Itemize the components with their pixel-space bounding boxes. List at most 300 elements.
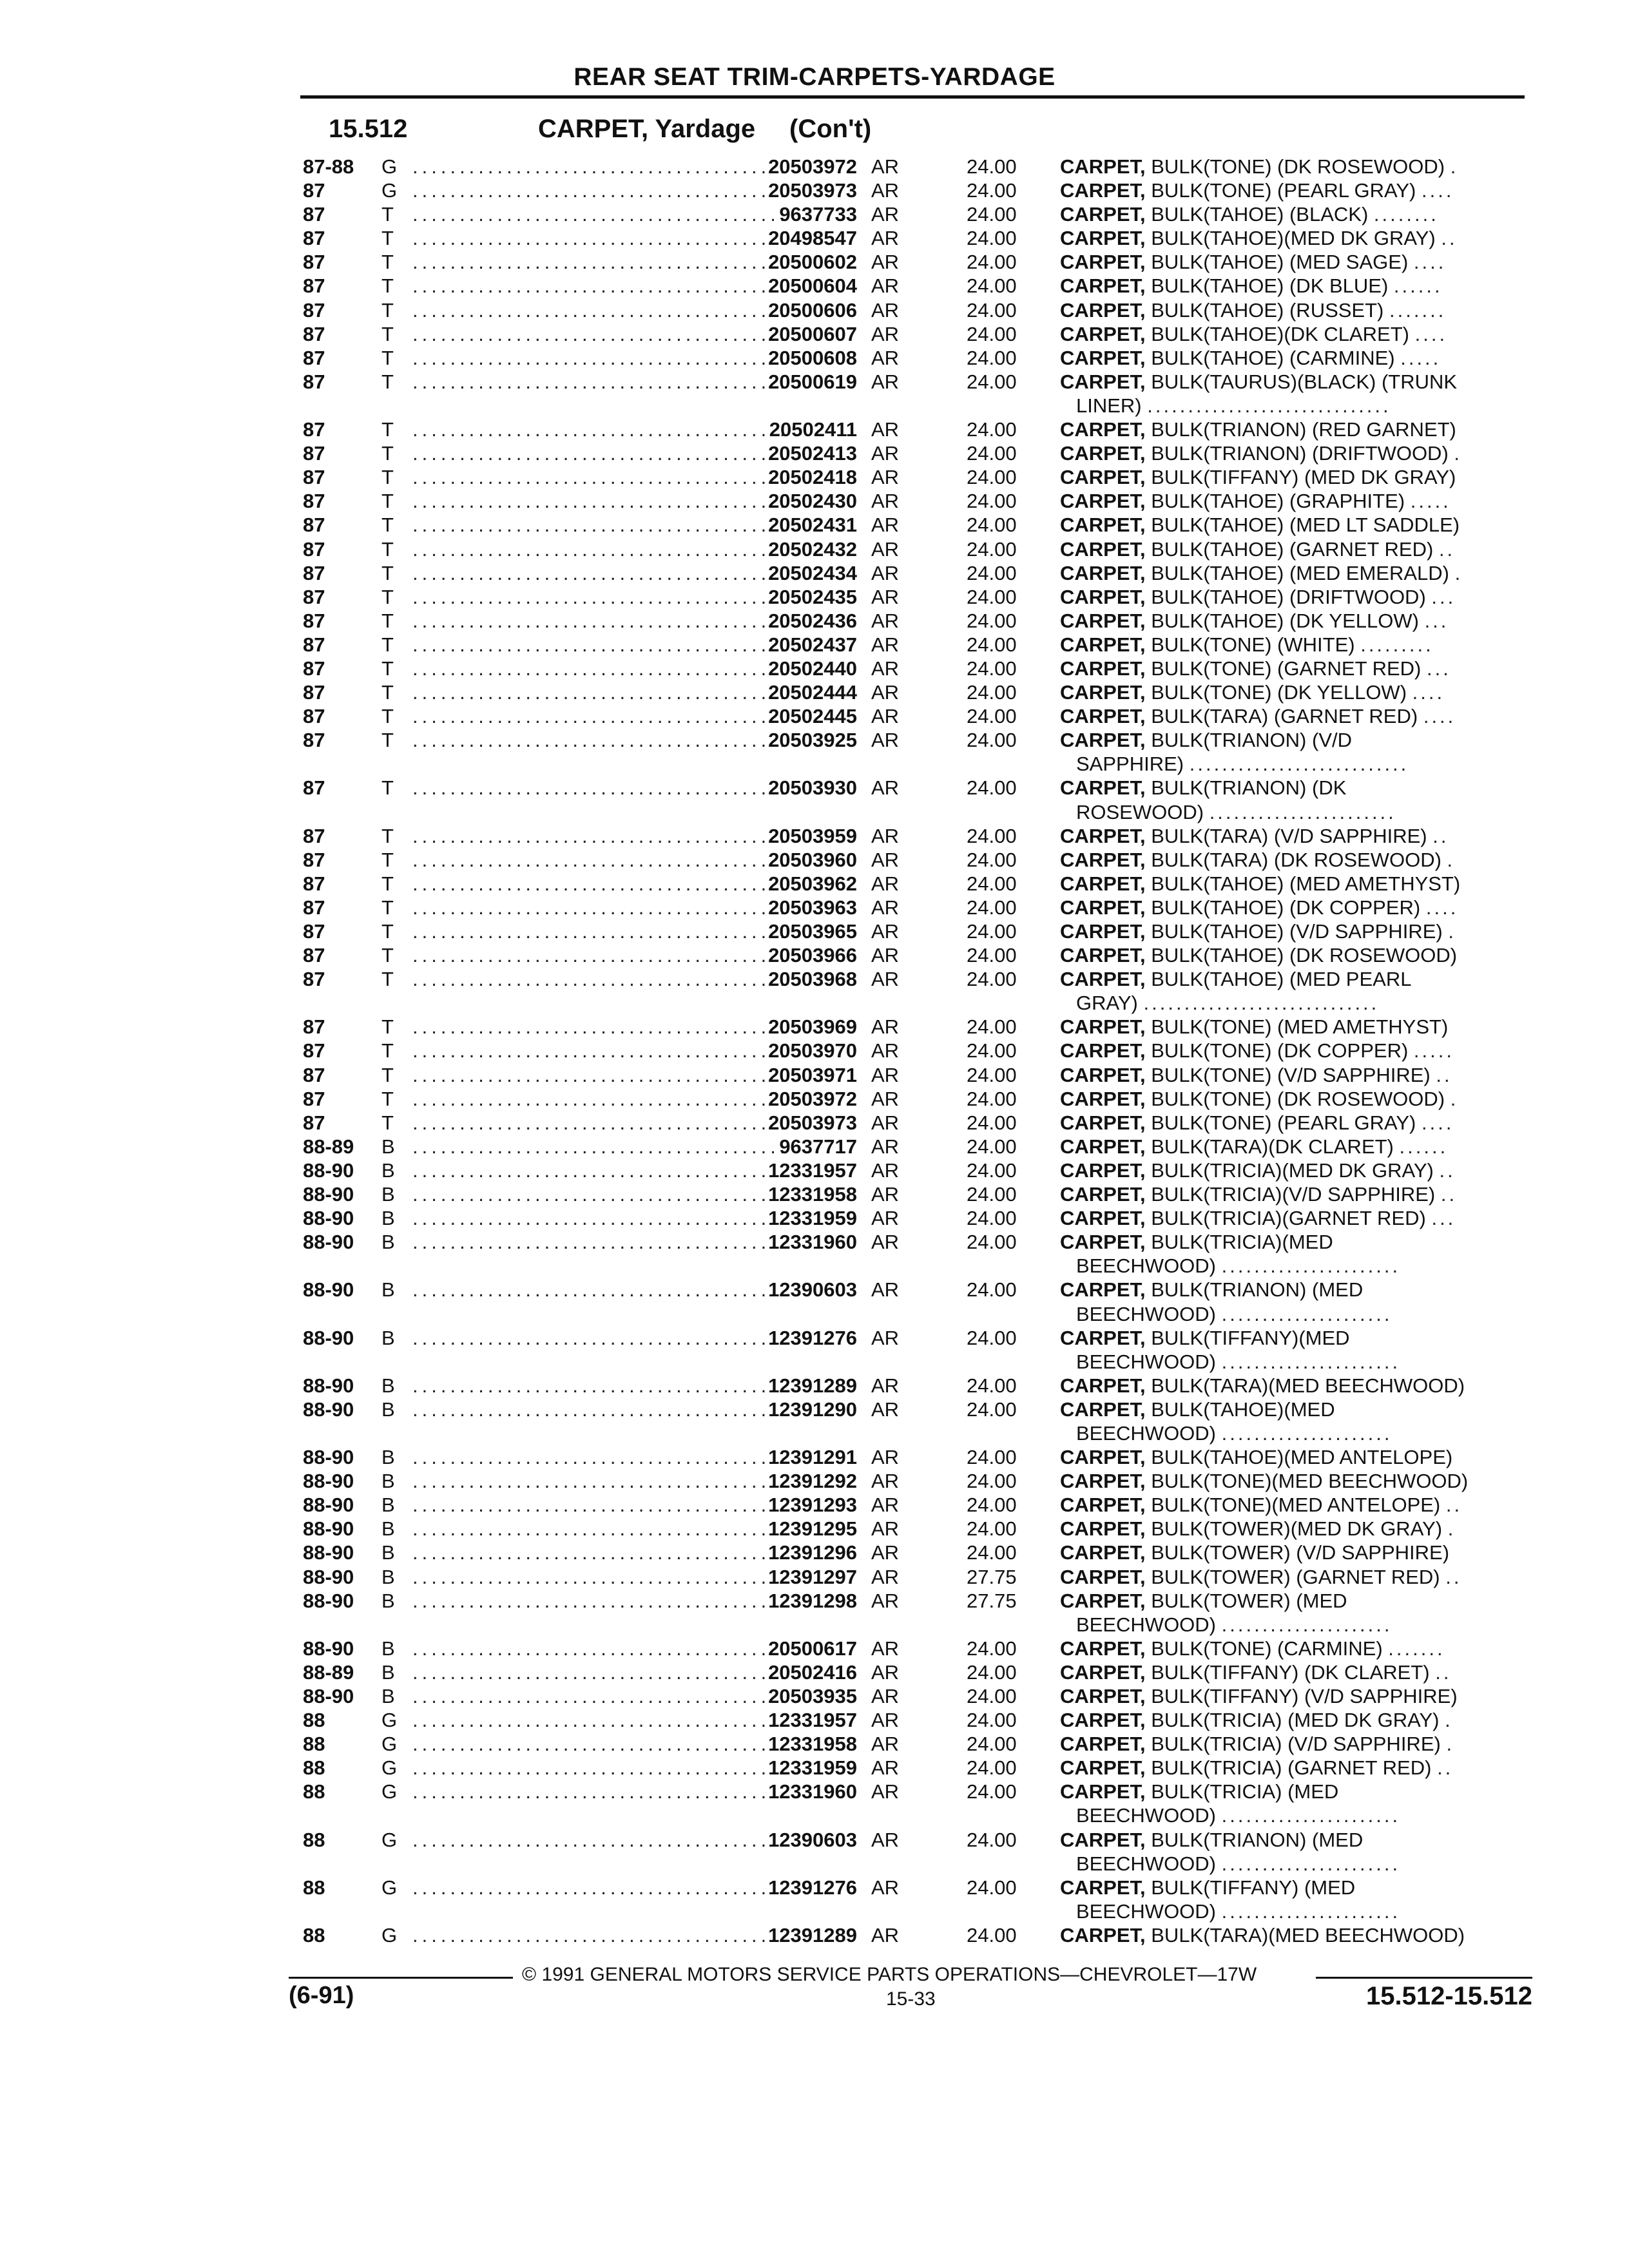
body-code: T [381,1063,394,1086]
body-code: B [381,1541,395,1564]
part-number: 12391293 [768,1494,857,1517]
leader-dots: ........................................ [412,1589,789,1612]
model-year: 87 [303,251,325,274]
unit: AR [871,920,900,943]
description-leader-dots: ............................. [1143,992,1380,1015]
unit: AR [871,274,900,298]
parts-row [0,1135,1629,1158]
leader-dots: ........................................ [412,1637,789,1660]
part-number: 20503969 [768,1015,857,1039]
body-code: G [381,179,398,202]
body-code: T [381,1111,394,1134]
unit: AR [871,1135,900,1158]
parts-row [0,1063,1629,1087]
footer-date: (6-91) [289,1982,354,2009]
model-year: 88 [303,1709,325,1732]
leader-dots: ........................................ [412,203,789,226]
description [1060,680,1445,704]
description-text: CARPET, BULK(TONE) (PEARL GRAY) [1060,1111,1416,1134]
page-title: REAR SEAT TRIM-CARPETS-YARDAGE [574,63,1055,91]
part-number: 20503930 [768,776,857,800]
quantity: 24.00 [967,1015,1017,1039]
description-text: CARPET, BULK(TAHOE) (DK YELLOW) [1060,609,1419,632]
body-code: T [381,824,394,847]
leader-dots: ........................................ [412,776,789,800]
parts-row [0,919,1629,943]
description-text: CARPET, BULK(TRICIA)(V/D SAPPHIRE) [1060,1183,1436,1206]
model-year: 88-89 [303,1660,354,1684]
parts-row-continuation [0,752,1629,776]
unit: AR [871,1756,900,1780]
description-leader-dots: .. [1441,227,1458,250]
description-leader-dots: .... [1422,179,1454,202]
model-year: 88-90 [303,1158,354,1182]
parts-row [0,1230,1629,1254]
unit: AR [871,1063,900,1086]
model-year: 87 [303,203,325,226]
description-continuation [1076,1899,1400,1923]
description-text: CARPET, BULK(TAHOE) (MED PEARL [1060,968,1412,991]
description [1060,1732,1454,1756]
quantity: 24.00 [967,1326,1017,1349]
description [1060,202,1439,226]
description [1060,1015,1448,1039]
model-year: 88-90 [303,1517,354,1541]
part-number: 20502437 [768,633,857,656]
quantity: 24.00 [967,944,1017,967]
description-text: CARPET, BULK(TAHOE) (DRIFTWOOD) [1060,585,1426,608]
parts-row [0,585,1629,609]
description-text: CARPET, BULK(TAHOE) (RUSSET) [1060,298,1384,322]
parts-row [0,824,1629,848]
description-continuation-text: BEECHWOOD) [1076,1804,1216,1827]
parts-row [0,1206,1629,1230]
model-year: 87 [303,729,325,752]
description-text: CARPET, BULK(TARA) (DK ROSEWOOD) [1060,848,1441,871]
unit: AR [871,1685,900,1707]
leader-dots: ........................................ [412,1278,789,1302]
unit: AR [871,514,900,537]
leader-dots: ........................................ [412,1063,789,1086]
parts-row [0,489,1629,513]
description-text: CARPET, BULK(TAHOE) (MED LT SADDLE) [1060,514,1460,537]
model-year: 88-90 [303,1685,354,1707]
description-leader-dots: ...................... [1221,1350,1401,1373]
description-leader-dots: .... [1423,705,1456,728]
unit: AR [871,1637,900,1660]
body-code: B [381,1183,395,1206]
model-year: 88 [303,1733,325,1756]
leader-dots: ........................................ [412,633,789,656]
description-text: CARPET, BULK(TONE)(MED ANTELOPE) [1060,1494,1441,1517]
quantity: 24.00 [967,824,1017,847]
part-number: 20503973 [768,1111,857,1134]
parts-row-continuation [0,1613,1629,1637]
parts-row [0,1756,1629,1780]
leader-dots: ........................................ [412,1660,789,1684]
unit: AR [871,776,900,800]
parts-row [0,202,1629,226]
model-year: 88-90 [303,1565,354,1588]
description-continuation-text: BEECHWOOD) [1076,1899,1216,1923]
description-text: CARPET, BULK(TRICIA) (MED DK GRAY) [1060,1709,1440,1732]
model-year: 88-90 [303,1494,354,1517]
quantity: 24.00 [967,1398,1017,1421]
part-number: 12391298 [768,1589,857,1612]
description-text: CARPET, BULK(TONE) (DK ROSEWOOD) [1060,1087,1445,1110]
body-code: B [381,1565,395,1588]
part-number: 20503925 [768,729,857,752]
description-text: CARPET, BULK(TIFFANY) (MED DK GRAY) [1060,466,1456,489]
body-code: T [381,537,394,561]
description [1060,1493,1462,1517]
description-leader-dots: ....... [1389,298,1447,322]
quantity: 24.00 [967,776,1017,800]
description-text: CARPET, BULK(TRICIA)(GARNET RED) [1060,1207,1426,1230]
unit: AR [871,1733,900,1756]
leader-dots: ........................................ [412,1398,789,1421]
quantity: 24.00 [967,633,1017,656]
quantity: 24.00 [967,729,1017,752]
quantity: 24.00 [967,1135,1017,1158]
leader-dots: ........................................ [412,657,789,680]
description-text: CARPET, BULK(TARA) (GARNET RED) [1060,705,1418,728]
unit: AR [871,633,900,656]
description [1060,872,1460,896]
description-leader-dots: ..... [1400,346,1441,369]
parts-row [0,370,1629,394]
description-leader-dots: . [1450,1087,1459,1110]
quantity: 24.00 [967,609,1017,632]
parts-row [0,848,1629,872]
leader-dots: ........................................ [412,1733,789,1756]
description-leader-dots: .............................. [1147,394,1391,417]
body-code: T [381,346,394,369]
quantity: 24.00 [967,370,1017,393]
quantity: 24.00 [967,1517,1017,1541]
quantity: 24.00 [967,346,1017,369]
parts-row-continuation [0,800,1629,824]
description [1060,967,1411,991]
description-continuation-text: SAPPHIRE) [1076,753,1184,776]
body-code: T [381,657,394,680]
model-year: 88 [303,1756,325,1780]
description-text: CARPET, BULK(TAHOE) (DK ROSEWOOD) [1060,944,1458,967]
quantity: 24.00 [967,251,1017,274]
body-code: T [381,1087,394,1110]
leader-dots: ........................................ [412,1541,789,1564]
body-code: B [381,1446,395,1469]
unit: AR [871,1231,900,1254]
body-code: T [381,896,394,919]
description-text: CARPET, BULK(TIFFANY) (MED [1060,1876,1356,1899]
quantity: 24.00 [967,968,1017,991]
part-number: 12390603 [768,1278,857,1302]
model-year: 87 [303,346,325,369]
quantity: 24.00 [967,1063,1017,1086]
description-leader-dots: .. [1438,537,1456,561]
model-year: 87 [303,537,325,561]
description-text: CARPET, BULK(TIFFANY) (DK CLARET) [1060,1660,1430,1684]
unit: AR [871,203,900,226]
description-text: CARPET, BULK(TONE) (DK YELLOW) [1060,681,1407,704]
quantity: 24.00 [967,1685,1017,1707]
part-number: 12331958 [768,1183,857,1206]
description-leader-dots: ... [1431,1207,1456,1230]
body-code: T [381,514,394,537]
unit: AR [871,1828,900,1851]
model-year: 88 [303,1923,325,1946]
quantity: 24.00 [967,537,1017,561]
unit: AR [871,1111,900,1134]
body-code: G [381,1733,398,1756]
unit: AR [871,824,900,847]
description-continuation-text: ROSEWOOD) [1076,800,1204,823]
parts-row [0,346,1629,370]
quantity: 24.00 [967,514,1017,537]
description-continuation-text: BEECHWOOD) [1076,1302,1216,1325]
leader-dots: ........................................ [412,1326,789,1349]
description [1060,178,1454,202]
description-continuation [1076,394,1391,418]
unit: AR [871,1876,900,1899]
parts-row [0,322,1629,346]
description-continuation [1076,1350,1400,1374]
model-year: 87 [303,561,325,584]
parts-row [0,1565,1629,1589]
leader-dots: ........................................ [412,179,789,202]
unit: AR [871,370,900,393]
part-number: 12391276 [768,1326,857,1349]
description-text: CARPET, BULK(TONE) (V/D SAPPHIRE) [1060,1063,1431,1086]
unit: AR [871,1541,900,1564]
model-year: 88-90 [303,1231,354,1254]
description-text: CARPET, BULK(TRIANON) (V/D [1060,729,1352,752]
parts-row [0,704,1629,728]
unit: AR [871,1446,900,1469]
leader-dots: ........................................ [412,1756,789,1780]
description-text: CARPET, BULK(TIFFANY)(MED [1060,1326,1350,1349]
description-leader-dots: ....................... [1209,800,1396,823]
unit: AR [871,322,900,345]
parts-row [0,1493,1629,1517]
description [1060,704,1456,728]
description [1060,441,1462,465]
unit: AR [871,1207,900,1230]
parts-row-continuation [0,991,1629,1015]
parts-row [0,1445,1629,1469]
description [1060,1684,1458,1708]
unit: AR [871,1517,900,1541]
part-number: 12331960 [768,1780,857,1803]
unit: AR [871,872,900,895]
description [1060,1780,1338,1803]
parts-row [0,561,1629,585]
model-year: 87 [303,585,325,608]
unit: AR [871,179,900,202]
description [1060,346,1441,370]
part-number: 20502418 [768,466,857,489]
part-number: 12391289 [768,1923,857,1946]
part-number: 12331959 [768,1207,857,1230]
quantity: 27.75 [967,1565,1017,1588]
leader-dots: ........................................ [412,370,789,393]
description [1060,1087,1458,1111]
leader-dots: ........................................ [412,322,789,345]
quantity: 24.00 [967,657,1017,680]
description [1060,274,1443,298]
description-leader-dots: ........................... [1189,753,1409,776]
part-number: 20500607 [768,322,857,345]
unit: AR [871,1326,900,1349]
model-year: 88-90 [303,1637,354,1660]
unit: AR [871,442,900,465]
description-leader-dots: ......... [1360,633,1434,656]
description-text: CARPET, BULK(TARA) (V/D SAPPHIRE) [1060,824,1427,847]
description [1060,226,1458,250]
description-continuation-text: LINER) [1076,394,1142,417]
parts-row [0,1182,1629,1206]
quantity: 24.00 [967,1756,1017,1780]
part-number: 20500604 [768,274,857,298]
model-year: 87 [303,227,325,250]
description-leader-dots: .. [1436,1063,1452,1086]
parts-row [0,1326,1629,1350]
leader-dots: ........................................ [412,729,789,752]
body-code: G [381,1709,398,1732]
description-text: CARPET, BULK(TRIANON) (RED GARNET) [1060,418,1456,441]
quantity: 24.00 [967,1709,1017,1732]
description-text: CARPET, BULK(TOWER)(MED DK GRAY) [1060,1517,1443,1541]
description [1060,1589,1347,1613]
leader-dots: ........................................ [412,251,789,274]
model-year: 88 [303,1876,325,1899]
body-code: G [381,1923,398,1946]
description-leader-dots: .. [1445,1494,1463,1517]
model-year: 87 [303,609,325,632]
quantity: 24.00 [967,227,1017,250]
quantity: 24.00 [967,705,1017,728]
description [1060,465,1456,489]
description [1060,1541,1449,1564]
description [1060,1374,1465,1398]
leader-dots: ........................................ [412,1780,789,1803]
leader-dots: ........................................ [412,1446,789,1469]
description [1060,1039,1454,1062]
unit: AR [871,585,900,608]
unit: AR [871,609,900,632]
body-code: T [381,322,394,345]
parts-row [0,274,1629,298]
part-number: 20503970 [768,1039,857,1062]
parts-row [0,1015,1629,1039]
description [1060,585,1456,609]
part-number: 12391291 [768,1446,857,1469]
description [1060,1326,1350,1350]
unit: AR [871,705,900,728]
part-number: 12331957 [768,1158,857,1182]
leader-dots: ........................................ [412,705,789,728]
description [1060,322,1447,346]
quantity: 24.00 [967,1158,1017,1182]
body-code: B [381,1207,395,1230]
parts-row [0,1589,1629,1613]
body-code: T [381,561,394,584]
model-year: 87 [303,274,325,298]
model-year: 87 [303,418,325,441]
model-year: 87 [303,1111,325,1134]
part-number: 20500606 [768,298,857,322]
parts-row [0,943,1629,967]
model-year: 87 [303,848,325,871]
description-continuation [1076,1852,1400,1876]
description-text: CARPET, BULK(TRIANON) (DRIFTWOOD) [1060,442,1449,465]
model-year: 87 [303,370,325,393]
description [1060,1828,1363,1852]
description-leader-dots: . [1448,920,1456,943]
body-code: T [381,633,394,656]
description [1060,1278,1363,1302]
description-text: CARPET, BULK(TONE) (CARMINE) [1060,1637,1383,1660]
parts-row [0,1660,1629,1684]
part-number: 9637717 [779,1135,857,1158]
leader-dots: ........................................ [412,1158,789,1182]
body-code: T [381,968,394,991]
quantity: 24.00 [967,1183,1017,1206]
leader-dots: ........................................ [412,1517,789,1541]
parts-row [0,441,1629,465]
description [1060,943,1457,967]
quantity: 24.00 [967,155,1017,178]
description-text: CARPET, BULK(TONE) (GARNET RED) [1060,657,1422,680]
unit: AR [871,466,900,489]
parts-row [0,657,1629,680]
description [1060,250,1446,274]
parts-row [0,1111,1629,1135]
model-year: 88-90 [303,1183,354,1206]
part-number: 20500602 [768,251,857,274]
quantity: 24.00 [967,322,1017,345]
body-code: B [381,1517,395,1541]
description-text: CARPET, BULK(TAURUS)(BLACK) (TRUNK [1060,370,1458,393]
description-continuation [1076,991,1379,1015]
unit: AR [871,1565,900,1588]
part-number: 20502432 [768,537,857,561]
quantity: 24.00 [967,466,1017,489]
parts-row [0,155,1629,178]
model-year: 87 [303,1015,325,1039]
unit: AR [871,968,900,991]
model-year: 87 [303,944,325,967]
part-number: 20503968 [768,968,857,991]
description-text: CARPET, BULK(TAHOE) (V/D SAPPHIRE) [1060,920,1443,943]
parts-row [0,1923,1629,1947]
description-text: CARPET, BULK(TONE)(MED BEECHWOOD) [1060,1470,1469,1493]
unit: AR [871,561,900,584]
parts-row [0,1158,1629,1182]
description-leader-dots: ..................... [1221,1421,1393,1445]
quantity: 24.00 [967,1207,1017,1230]
leader-dots: ........................................ [412,1685,789,1707]
leader-dots: ........................................ [412,537,789,561]
leader-dots: ........................................ [412,490,789,513]
quantity: 24.00 [967,561,1017,584]
description-leader-dots: ..... [1410,490,1451,513]
unit: AR [871,1923,900,1946]
body-code: T [381,681,394,704]
description [1060,728,1352,752]
description-text: CARPET, BULK(TAHOE)(MED ANTELOPE) [1060,1446,1453,1469]
